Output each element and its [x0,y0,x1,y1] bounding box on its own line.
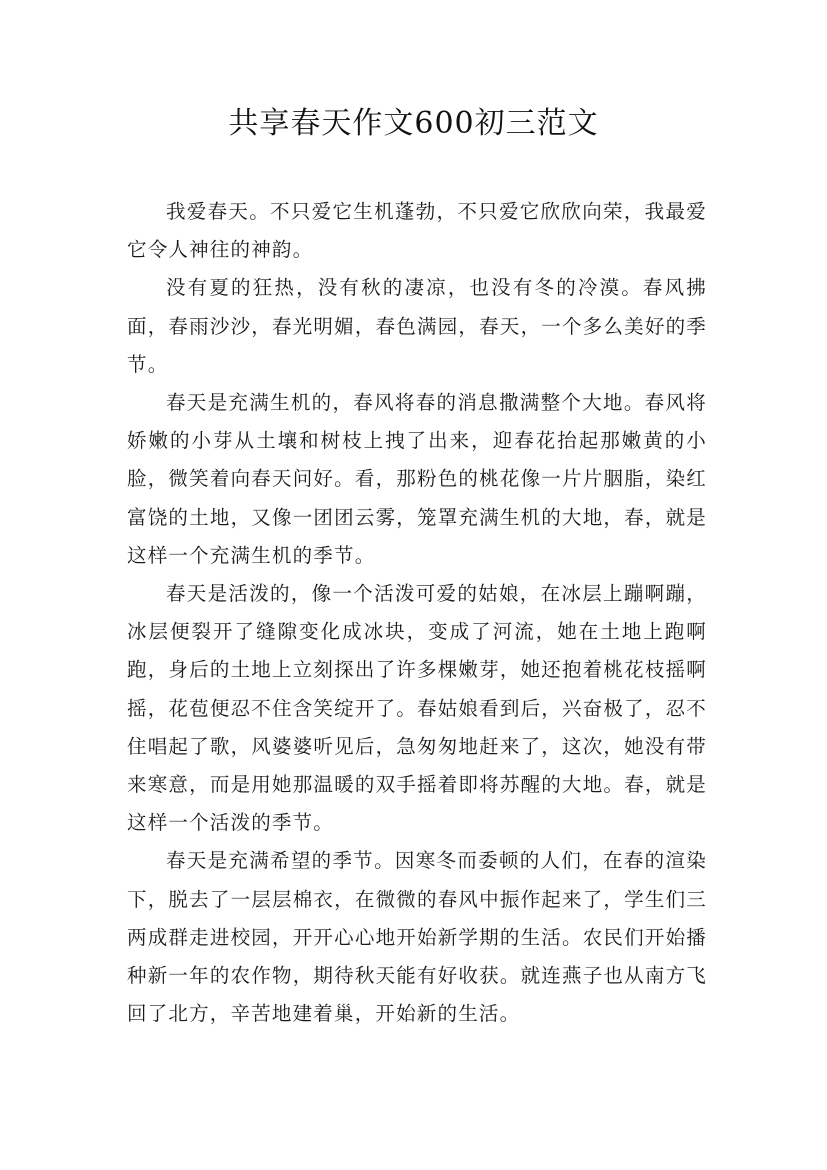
essay-body [127,193,707,1033]
paragraph-1: 我爱春天。不只爱它生机蓬勃，不只爱它欣欣向荣，我最爱它令人神往的神韵。 [127,200,707,262]
paragraph-5: 春天是充满希望的季节。因寒冬而委顿的人们，在春的渲染下，脱去了一层层棉衣，在微微的春风中振作起来了，学生们三两成群走进校园，开开心心地开始新学期的生活。农民们开始播种新一年的农作物，期待秋天能有好收获。就连燕子也从南方飞回了北方，辛苦地建着巢，开始新的生活。 [127,849,707,1026]
paragraph-4: 春天是活泼的，像一个活泼可爱的姑娘，在冰层上蹦啊蹦，冰层便裂开了缝隙变化成冰块，变成了河流，她在土地上跑啊跑，身后的土地上立刻探出了许多棵嫩芽，她还抱着桃花枝摇啊摇，花苞便忍不住含笑绽开了。春姑娘看到后，兴奋极了，忍不住唱起了歌，风婆婆听见后，急匆匆地赶来了，这次，她没有带来寒意，而是用她那温暖的双手摇着即将苏醒的大地。春，就是这样一个活泼的季节。 [127,582,707,835]
paragraph-3: 春天是充满生机的，春风将春的消息撒满整个大地。春风将娇嫩的小芽从土壤和树枝上拽了出来，迎春花抬起那嫩黄的小脸，微笑着向春天问好。看，那粉色的桃花像一片片胭脂，染红富饶的土地，又像一团团云雾，笼罩充满生机的大地，春，就是这样一个充满生机的季节。 [127,391,707,567]
paragraph-2: 没有夏的狂热，没有秋的凄凉，也没有冬的冷漠。春风拂面，春雨沙沙，春光明媚，春色满园，春天，一个多么美好的季节。 [127,276,707,376]
page-title: 共享春天作文600初三范文 [228,106,599,141]
